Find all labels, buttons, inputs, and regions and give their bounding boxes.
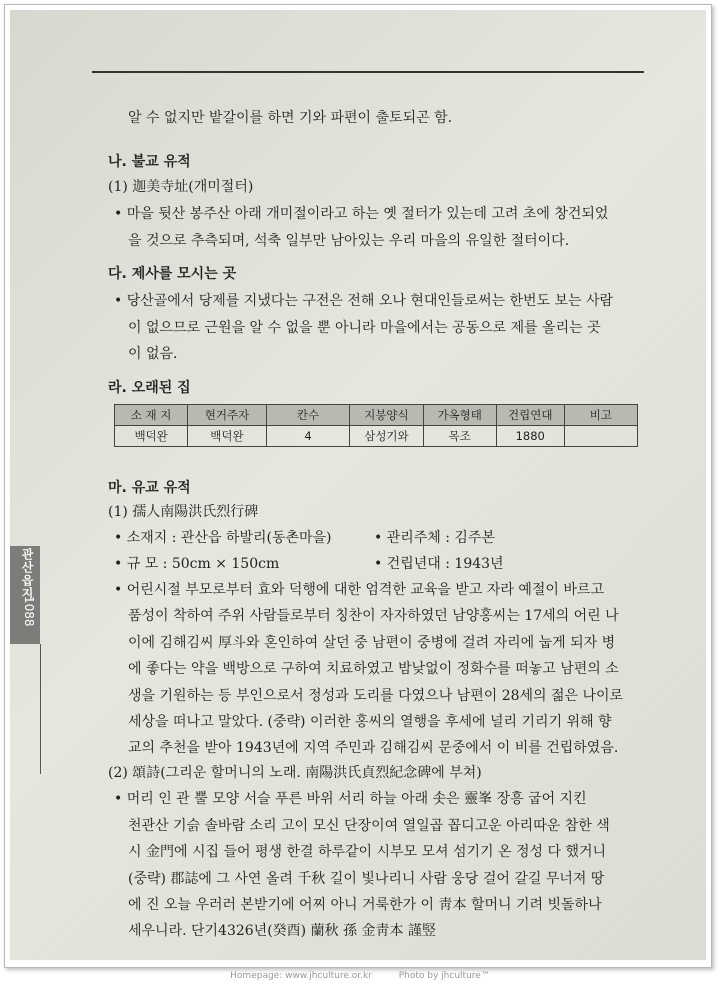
table-header-cell: 비고 — [564, 405, 637, 426]
table-header-cell: 현거주자 — [188, 405, 266, 426]
photo-credit: Photo by jhculture™ — [398, 971, 490, 981]
section-heading-buddhist: 나. 불교 유적 — [108, 154, 191, 170]
text-line: 생을 기원하는 등 부인으로서 정성과 도리를 다였으나 남편이 28세의 젊은 나이로 — [128, 688, 624, 704]
table-cell — [564, 426, 637, 447]
page-number: 1088 — [22, 596, 36, 627]
footer — [0, 971, 720, 981]
section-heading-shrine: 다. 제사를 모시는 곳 — [108, 266, 237, 282]
old-house-table — [114, 404, 638, 447]
size-field: • 규 모 : 50cm × 150cm — [114, 556, 280, 572]
sidebar-book-title: 관산읍지 — [20, 548, 34, 600]
table-header-cell: 소 재 지 — [115, 405, 188, 426]
table-cell: 백덕완 — [188, 426, 266, 447]
poem-line: 에 진 오늘 우러러 본받기에 어찌 아니 거룩한가 이 靑本 할머니 기려 빗돌하나 — [128, 897, 602, 913]
table-header-row — [115, 405, 638, 426]
text-line: 품성이 착하여 주위 사람들로부터 칭찬이 자자하였던 남양홍씨는 17세의 어린 나 — [128, 608, 619, 624]
text-line: • 마을 뒷산 봉주산 아래 개미절이라고 하는 옛 절터가 있는데 고려 초에 창건되었 — [114, 206, 609, 222]
text-line: 에 좋다는 약을 백방으로 구하여 치료하였고 밤낮없이 정화수를 떠놓고 남편의 소 — [128, 661, 619, 677]
sidebar-rule — [40, 644, 41, 774]
table-header-cell: 가옥형태 — [423, 405, 496, 426]
table-row — [115, 426, 638, 447]
table-cell: 삼성기와 — [350, 426, 423, 447]
text-line: 이에 김해김씨 厚斗와 혼인하여 살던 중 남편이 중병에 걸려 자리에 눕게 되자 병 — [128, 635, 616, 651]
text-line: • 어린시절 부모로부터 효와 덕행에 대한 엄격한 교육을 받고 자라 예절이 바르고 — [114, 582, 604, 598]
text-line: 을 것으로 추측되며, 석축 일부만 남아있는 우리 마을의 유일한 절터이다. — [128, 233, 570, 249]
text-line: 이 없음. — [128, 346, 178, 362]
text-line: • 당산골에서 당제를 지냈다는 구전은 전해 오나 현대인들로써는 한번도 보는 사람 — [114, 293, 614, 309]
table-cell: 백덕완 — [115, 426, 188, 447]
year-field: • 건립년대 : 1943년 — [374, 556, 504, 572]
text-line: 교의 추천을 받아 1943년에 지역 주민과 김해김씨 문중에서 이 비를 건립하였음. — [128, 740, 619, 756]
header-rule — [92, 71, 644, 73]
poem-line: • 머리 인 관 뿔 모양 서슬 푸른 바위 서리 하늘 아래 솟은 靈峯 장흥 굽어 지킨 — [114, 791, 587, 807]
table-cell: 4 — [266, 426, 350, 447]
item-title-poem: (2) 頌詩(그리운 할머니의 노래. 南陽洪氏貞烈紀念碑에 부쳐) — [108, 765, 482, 781]
table-cell: 목조 — [423, 426, 496, 447]
section-heading-confucian: 마. 유교 유적 — [108, 480, 191, 496]
poem-line: 세우니라. 단기4326년(癸酉) 蘭秋 孫 金靑本 謹竪 — [128, 923, 436, 939]
manager-field: • 관리주체 : 김주본 — [374, 530, 495, 546]
table-header-cell: 칸수 — [266, 405, 350, 426]
location-field: • 소재지 : 관산읍 하발리(동촌마을) — [114, 530, 332, 546]
table-header-cell: 건립연대 — [496, 405, 564, 426]
poem-line: 천관산 기슭 솔바람 소리 고이 모신 단장이여 열일곱 꼽디고운 아리따운 참한 색 — [128, 818, 610, 834]
text-line: 이 없으므로 근원을 알 수 없을 뿐 아니라 마을에서는 공동으로 제를 올리는 곳 — [128, 320, 601, 336]
poem-line: 시 金門에 시집 들어 평생 한결 하루같이 시부모 모셔 섬기기 온 정성 다 했거니 — [128, 844, 607, 860]
table-cell: 1880 — [496, 426, 564, 447]
intro-line: 알 수 없지만 밭갈이를 하면 기와 파편이 출토되곤 함. — [128, 110, 453, 126]
table-header-cell: 지붕양식 — [350, 405, 423, 426]
homepage-credit: Homepage: www.jhculture.or.kr — [230, 971, 372, 981]
item-title-gaemi: (1) 迦美寺址(개미절터) — [108, 179, 254, 195]
poem-line: (중략) 郡誌에 그 사연 올려 千秋 길이 빛나리니 사람 웅당 걸어 갈길 무너져 땅 — [128, 871, 605, 887]
item-title-monument: (1) 孺人南陽洪氏烈行碑 — [108, 504, 259, 520]
text-line: 세상을 떠나고 말았다. (중략) 이러한 홍씨의 열행을 후세에 널리 기리기 위해 향 — [128, 714, 612, 730]
section-heading-old-house: 라. 오래된 집 — [108, 380, 191, 396]
